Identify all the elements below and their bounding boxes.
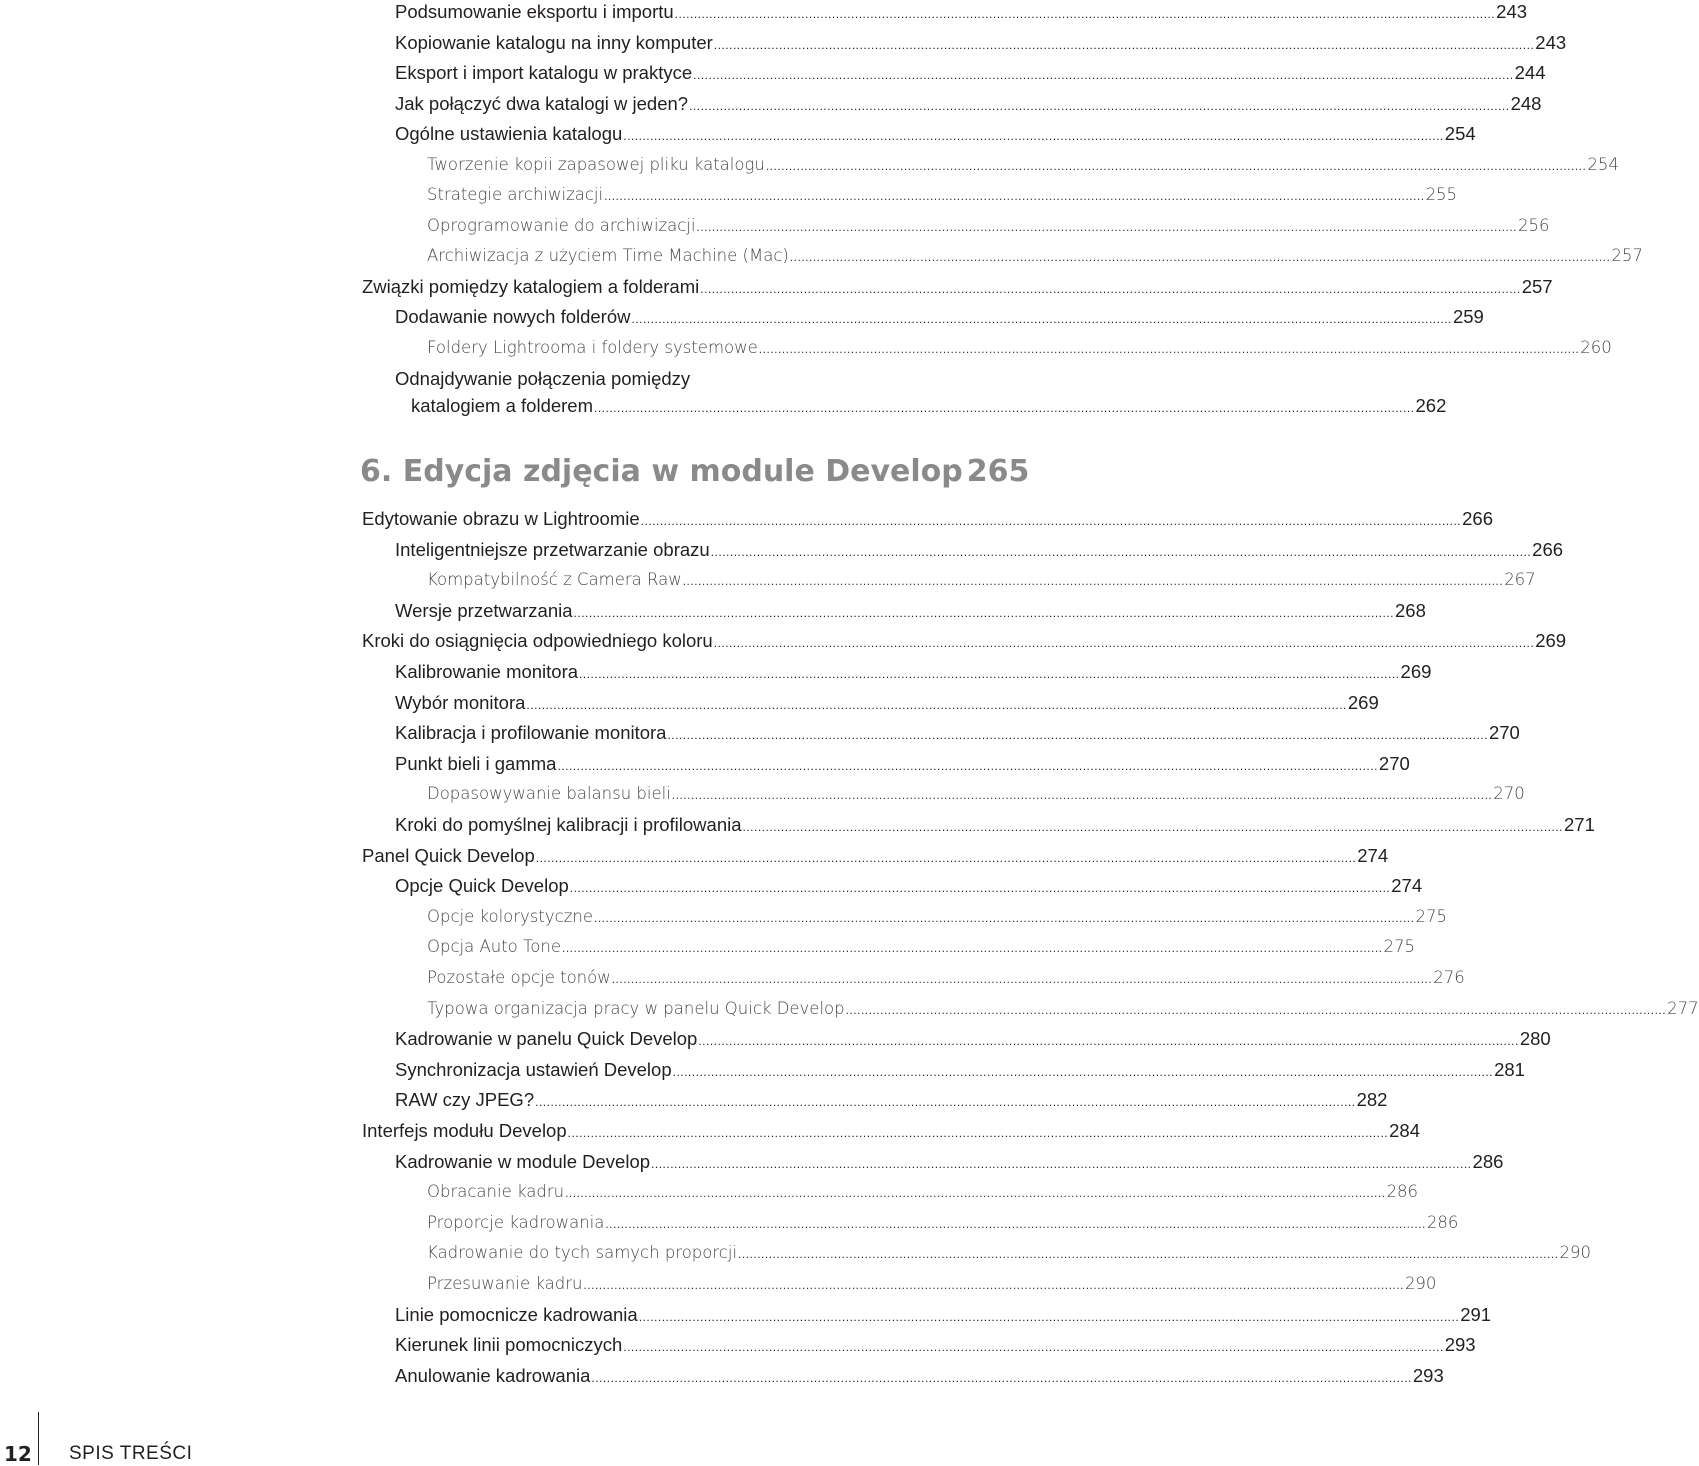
dot-leader [711, 540, 1531, 564]
toc-entry-page: 259 [1452, 306, 1484, 327]
toc-entry-page: 280 [1519, 1028, 1551, 1050]
toc-entry [395, 1088, 1388, 1114]
toc-entry [427, 214, 1550, 239]
toc-entry [395, 31, 1567, 57]
toc-entry-title: Strategie archiwizacji [427, 185, 604, 204]
toc-entry [395, 305, 1484, 331]
toc-entry-title: Kroki do pomyślnej kalibracji i profilowania [395, 814, 742, 835]
dot-leader [594, 396, 1414, 420]
toc-entry-title: Opcje Quick Develop [395, 875, 569, 897]
dot-leader [557, 754, 1377, 778]
toc-entry-page: 269 [1535, 630, 1567, 652]
toc-entry [395, 660, 1432, 686]
toc-entry [427, 1180, 1419, 1205]
toc-entry [427, 244, 1643, 269]
dot-leader [641, 509, 1461, 533]
toc-entry-page: 244 [1514, 62, 1546, 83]
toc-entry-title: Obracanie kadru [427, 1182, 565, 1202]
toc-entry [395, 1058, 1525, 1084]
toc-entry-page: 257 [1521, 275, 1553, 297]
toc-entry-title: Punkt bieli i gamma [395, 752, 557, 774]
dot-leader [579, 662, 1399, 686]
toc-entry [395, 538, 1564, 564]
toc-entry [427, 997, 1699, 1022]
toc-entry-title: Podsumowanie eksportu i importu [395, 1, 674, 22]
toc-entry-page: 271 [1564, 814, 1595, 835]
toc-entry [362, 507, 1494, 533]
toc-entry [427, 1241, 1592, 1266]
toc-entry [395, 752, 1410, 778]
toc-entry [395, 0, 1528, 26]
toc-entry-title: Kadrowanie w panelu Quick Develop [395, 1028, 698, 1050]
toc-entry-wrapped [411, 394, 1447, 420]
toc-entry-page: 277 [1667, 998, 1699, 1018]
toc-entry-title: Kroki do osiągnięcia odpowiedniego koloru [362, 630, 713, 652]
dot-leader [639, 1305, 1459, 1329]
dot-leader [535, 1090, 1355, 1114]
toc-entry [427, 966, 1465, 991]
dot-leader [714, 33, 1534, 57]
toc-entry [362, 1119, 1420, 1145]
dot-leader [700, 277, 1520, 301]
toc-entry [395, 122, 1476, 148]
toc-entry-title: Inteligentniejsze przetwarzanie obrazu [395, 538, 710, 560]
toc-entry-title: Anulowanie kadrowania [395, 1364, 591, 1386]
dot-leader [623, 124, 1443, 148]
toc-entry-page: 274 [1357, 844, 1389, 866]
dot-leader [738, 1242, 1558, 1266]
dot-leader [583, 1273, 1403, 1297]
dot-leader [790, 245, 1610, 269]
dot-leader [683, 569, 1503, 593]
toc-entry-title: Wersje przetwarzania [395, 599, 573, 621]
chapter-title: 6. Edycja zdjęcia w module Develop [360, 454, 963, 489]
dot-leader [651, 1152, 1471, 1176]
toc-entry [395, 1333, 1476, 1359]
running-footer: SPIS TREŚCI [69, 1443, 193, 1464]
toc-entry-page: 293 [1412, 1364, 1444, 1386]
toc-entry-page: 290 [1559, 1243, 1592, 1263]
toc-entry-page: 270 [1488, 722, 1520, 744]
dot-leader [689, 94, 1509, 118]
toc-entry-title: Linie pomocnicze kadrowania [395, 1303, 638, 1325]
toc-entry-page: 266 [1462, 508, 1494, 529]
toc-entry [362, 629, 1567, 655]
dot-leader [536, 846, 1356, 870]
toc-entry-title: Kalibrowanie monitora [395, 661, 579, 682]
toc-entry-page: 268 [1395, 599, 1426, 621]
dot-leader [632, 307, 1452, 331]
toc-entry-page: 260 [1580, 337, 1612, 357]
toc-entry [395, 61, 1546, 87]
toc-entry-page: 293 [1444, 1334, 1476, 1356]
toc-entry [395, 1364, 1444, 1390]
toc-entry-page: 248 [1510, 92, 1542, 114]
toc-entry-page: 275 [1383, 937, 1415, 957]
toc-entry-title: Wybór monitora [395, 691, 526, 713]
dot-leader [565, 1181, 1385, 1205]
toc-entry-page: 282 [1356, 1089, 1388, 1111]
dot-leader [604, 184, 1424, 208]
toc-entry-page: 255 [1425, 185, 1458, 204]
dot-leader [675, 2, 1495, 26]
dot-leader [673, 1060, 1493, 1084]
toc-entry [395, 599, 1426, 625]
toc-entry-page: 291 [1460, 1303, 1492, 1325]
toc-entry-title: Kompatybilność z Camera Raw [427, 570, 682, 590]
toc-entry-title: Związki pomiędzy katalogiem a folderami [362, 275, 700, 297]
dot-leader [605, 1212, 1425, 1236]
toc-entry-title: Panel Quick Develop [362, 844, 535, 866]
toc-entry-page: 286 [1426, 1212, 1459, 1232]
toc-entry-title: Typowa organizacja pracy w panelu Quick Develop [427, 998, 845, 1018]
toc-entry [427, 905, 1447, 930]
toc-entry-title: Przesuwanie kadru [427, 1274, 583, 1293]
dot-leader [714, 631, 1534, 655]
toc-entry [362, 844, 1389, 870]
dot-leader [594, 906, 1414, 930]
toc-entry [395, 691, 1379, 717]
toc-entry-title: Proporcje kadrowania [427, 1212, 605, 1232]
toc-entry-page: 275 [1415, 906, 1447, 926]
toc-entry-page: 254 [1587, 154, 1619, 174]
toc-entry-title: Kopiowanie katalogu na inny komputer [395, 31, 713, 53]
toc-entry-page: 254 [1444, 123, 1476, 144]
toc-entry-title: Interfejs modułu Develop [362, 1120, 567, 1141]
toc-entry-title: Foldery Lightrooma i foldery systemowe [427, 337, 758, 357]
toc-entry-page: 267 [1504, 570, 1536, 590]
toc-entry-title: Kalibracja i profilowanie monitora [395, 722, 667, 744]
dot-leader [759, 337, 1579, 361]
dot-leader [697, 215, 1517, 239]
toc-entry-page: 270 [1493, 784, 1525, 804]
toc-entry-title: Synchronizacja ustawień Develop [395, 1058, 672, 1080]
toc-entry [395, 721, 1520, 747]
toc-entry-title: Dopasowywanie balansu bieli [427, 784, 671, 804]
toc-entry-page: 270 [1378, 752, 1410, 774]
toc-entry [395, 813, 1595, 839]
toc-entry-page: 274 [1391, 875, 1423, 897]
toc-entry-title: Tworzenie kopii zapasowej pliku katalogu [427, 154, 765, 174]
toc-entry-title: Ogólne ustawienia katalogu [395, 123, 623, 144]
dot-leader [672, 783, 1492, 807]
toc-entry-title: RAW czy JPEG? [395, 1089, 535, 1111]
toc-entry-wrapped-line1: Odnajdywanie połączenia pomiędzy [395, 368, 691, 389]
toc-entry [427, 1272, 1437, 1297]
dot-leader [766, 154, 1586, 178]
toc-entry-title: Eksport i import katalogu w praktyce [395, 62, 693, 83]
toc-entry [395, 92, 1542, 118]
dot-leader [693, 63, 1513, 87]
toc-entry [427, 153, 1619, 178]
toc-entry [427, 336, 1612, 361]
dot-leader [743, 815, 1563, 839]
toc-entry-page: 256 [1518, 215, 1550, 235]
toc-entry-title: Edytowanie obrazu w Lightroomie [362, 508, 640, 529]
toc-entry-title: Kadrowanie do tych samych proporcji [427, 1243, 738, 1263]
toc-entry [395, 1303, 1492, 1329]
toc-entry [395, 1027, 1551, 1053]
toc-entry-page: 286 [1472, 1150, 1504, 1172]
toc-entry-title: Kadrowanie w module Develop [395, 1150, 651, 1172]
dot-leader [574, 601, 1394, 625]
chapter-heading [360, 454, 1030, 489]
toc-entry-title: Dodawanie nowych folderów [395, 306, 631, 327]
toc-entry-page: 284 [1389, 1120, 1420, 1141]
page-number: 12 [4, 1442, 32, 1466]
dot-leader [570, 876, 1390, 900]
chapter-page: 265 [966, 454, 1030, 489]
dot-leader [698, 1029, 1518, 1053]
toc-entry-page: 266 [1532, 538, 1564, 560]
toc-entry-page: 276 [1433, 968, 1465, 987]
dot-leader [846, 998, 1666, 1022]
toc-entry-page: 286 [1386, 1182, 1419, 1202]
dot-leader [562, 936, 1382, 960]
toc-entry [362, 275, 1553, 301]
dot-leader [612, 967, 1432, 991]
toc-entry-page: 269 [1347, 691, 1379, 713]
toc-entry [427, 935, 1415, 960]
dot-leader [568, 1121, 1388, 1145]
toc-entry [427, 782, 1525, 807]
toc-entry-page: 269 [1400, 661, 1432, 682]
dot-leader [623, 1335, 1443, 1359]
toc-entry-title: Oprogramowanie do archiwizacji [427, 215, 696, 235]
toc-entry-title: katalogiem a folderem [411, 395, 594, 416]
toc-entry-page: 281 [1494, 1058, 1525, 1080]
footer-divider [38, 1412, 39, 1465]
toc-entry-page: 243 [1535, 31, 1567, 53]
toc-entry-title: Opcja Auto Tone [427, 937, 562, 957]
toc-entry [427, 183, 1458, 208]
toc-entry-title: Jak połączyć dwa katalogi w jeden? [395, 92, 689, 114]
dot-leader [591, 1366, 1411, 1390]
toc-entry-title: Kierunek linii pomocniczych [395, 1334, 623, 1356]
toc-entry [427, 1211, 1459, 1236]
toc-entry-page: 262 [1415, 395, 1447, 416]
toc-entry-title: Opcje kolorystyczne [427, 906, 593, 926]
toc-entry-title: Archiwizacja z użyciem Time Machine (Mac) [427, 246, 789, 265]
toc-entry-title: Pozostałe opcje tonów [427, 968, 611, 987]
toc-entry-page: 290 [1404, 1274, 1437, 1293]
toc-entry [395, 1150, 1504, 1176]
dot-leader [526, 693, 1346, 717]
toc-entry [427, 568, 1536, 593]
toc-entry-page: 243 [1496, 1, 1528, 22]
toc-entry-page: 257 [1611, 246, 1643, 265]
dot-leader [667, 723, 1487, 747]
toc-entry [395, 874, 1423, 900]
